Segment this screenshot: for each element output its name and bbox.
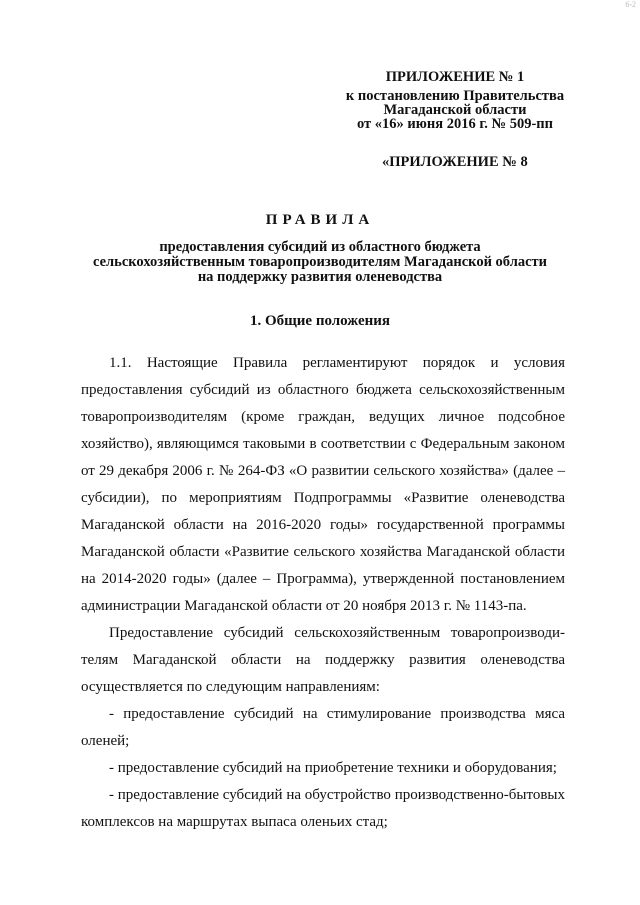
rules-subtitle — [0, 240, 640, 285]
appendix-line-2: Магаданской области — [383, 102, 527, 118]
subtitle-line-3: на поддержку развития оленеводства — [197, 269, 443, 285]
subtitle-line-2: сельскохозяйственным товаропроизводителям Магаданской области — [92, 254, 547, 270]
rules-title: ПРАВИЛА — [265, 212, 375, 228]
appendix-title: ПРИЛОЖЕНИЕ № 1 — [385, 69, 525, 85]
list-item: - предоставление субсидий на стимулирование производства мяса оленей; — [81, 706, 565, 749]
appendix-8-title: «ПРИЛОЖЕНИЕ № 8 — [382, 154, 528, 170]
section-title: 1. Общие положения — [249, 313, 391, 329]
subtitle-line-1: предоставления субсидий из областного бюджета — [159, 239, 481, 255]
document-body — [81, 350, 565, 836]
paragraph-directions-intro: Предоставление субсидий сельскохозяйственным товаропроизводи-телям Магаданской области на поддержку развития оленеводства осуществляется по следующим направлениям: — [81, 625, 565, 695]
paragraph-1-1: 1.1. Настоящие Правила регламентируют порядок и условия предоставления субсидий из областного бюджета сельскохозяйственным товаропроизводителям (кроме граждан, ведущих личное подсобное хозяйство), являющимся таковыми в соответствии с Федеральным законом от 29 декабря 2006 г. № 264-ФЗ «О развитии сельского хозяйства» (далее – субсидии), по мероприятиям Подпрограммы «Развитие оленеводства Магаданской области на 2016-2020 годы» государственной программы Магаданской области «Развитие сельского хозяйства Магаданской области на 2014-2020 годы» (далее – Программа), утвержденной постановлением администрации Магаданской области от 20 ноября 2013 г. № 1143-па. — [81, 355, 565, 614]
appendix-line-1: к постановлению Правительства — [345, 88, 565, 104]
appendix-line-3: от «16» июня 2016 г. № 509-пп — [357, 116, 553, 132]
list-item: - предоставление субсидий на обустройство производственно-бытовых комплексов на маршрутах выпаса оленьих стад; — [81, 787, 565, 830]
list-item: - предоставление субсидий на приобретение техники и оборудования; — [109, 760, 557, 776]
page-marker: 6-2 — [625, 0, 636, 9]
appendix-header — [330, 70, 580, 131]
